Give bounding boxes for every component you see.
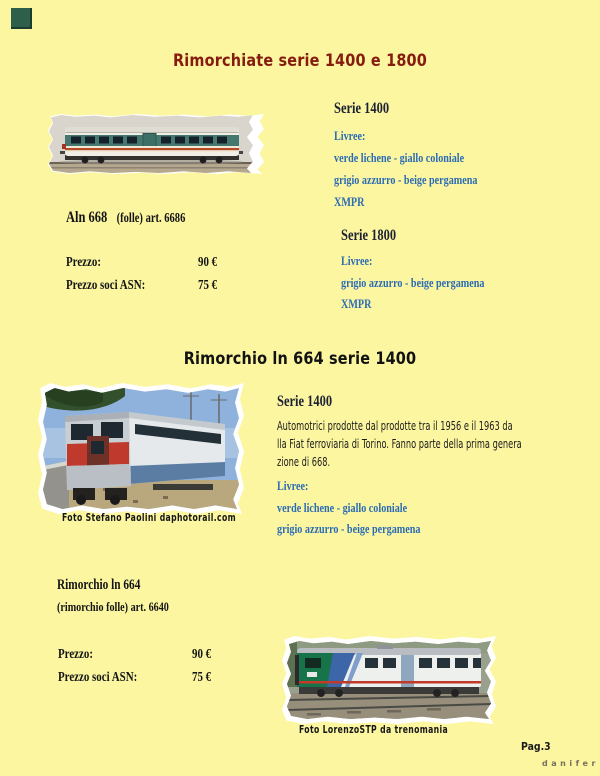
livery-item: grigio azzurro - beige pergamena — [277, 521, 421, 536]
photo-railcar-front — [38, 383, 244, 514]
section2-title: Rimorchio ln 664 serie 1400 — [183, 349, 417, 369]
watermark: danifer — [542, 759, 599, 768]
price-label: Prezzo: — [58, 647, 93, 662]
livery-label: Livree: — [341, 253, 373, 268]
price-label: Prezzo: — [66, 255, 101, 270]
member-price-label: Prezzo soci ASN: — [58, 670, 138, 685]
serie-1400-heading: Serie 1400 — [277, 393, 333, 410]
member-price-label: Prezzo soci ASN: — [66, 278, 146, 293]
photo-aln668-model — [48, 114, 264, 174]
description-line: lla Fiat ferroviaria di Torino. Fanno parte della prima genera — [277, 436, 522, 451]
page-number: Pag.3 — [521, 740, 551, 753]
model-designation — [66, 209, 185, 227]
railcar-front-image — [43, 388, 239, 509]
model-name: Rimorchio ln 664 — [57, 577, 141, 593]
serie-1800-heading: Serie 1800 — [341, 227, 397, 244]
model-article-number: (folle) art. 6686 — [116, 210, 186, 225]
livery-label: Livree: — [334, 128, 366, 143]
livery-item: verde lichene - giallo coloniale — [334, 150, 465, 165]
member-price-value: 75 € — [198, 278, 218, 293]
livery-item: grigio azzurro - beige pergamena — [341, 275, 485, 290]
photo2-caption: Foto LorenzoSTP da trenomania — [299, 723, 449, 736]
description-line: Automotrici prodotte dal prodotte tra il 1956 e il 1963 da — [277, 418, 513, 433]
model-name: Aln 668 — [66, 209, 114, 226]
livery-item: grigio azzurro - beige pergamena — [334, 172, 478, 187]
photo1-caption: Foto Stefano Paolini daphotorail.com — [62, 511, 236, 524]
price-value: 90 € — [198, 255, 218, 270]
model-railcar-image — [49, 115, 253, 173]
section1-title: Rimorchiate serie 1400 e 1800 — [172, 51, 428, 71]
price-value: 90 € — [192, 647, 212, 662]
member-price-value: 75 € — [192, 670, 212, 685]
livery-item: XMPR — [334, 194, 365, 209]
description-line: zione di 668. — [277, 454, 331, 469]
railcar-xmpr-image — [287, 641, 491, 719]
livery-item: XMPR — [341, 296, 372, 311]
photo-railcar-xmpr — [282, 636, 496, 724]
model-article-number: (rimorchio folle) art. 6640 — [57, 599, 169, 614]
page-corner-marker — [11, 8, 32, 29]
serie-1400-heading: Serie 1400 — [334, 100, 390, 117]
livery-item: verde lichene - giallo coloniale — [277, 500, 408, 515]
livery-label: Livree: — [277, 478, 309, 493]
